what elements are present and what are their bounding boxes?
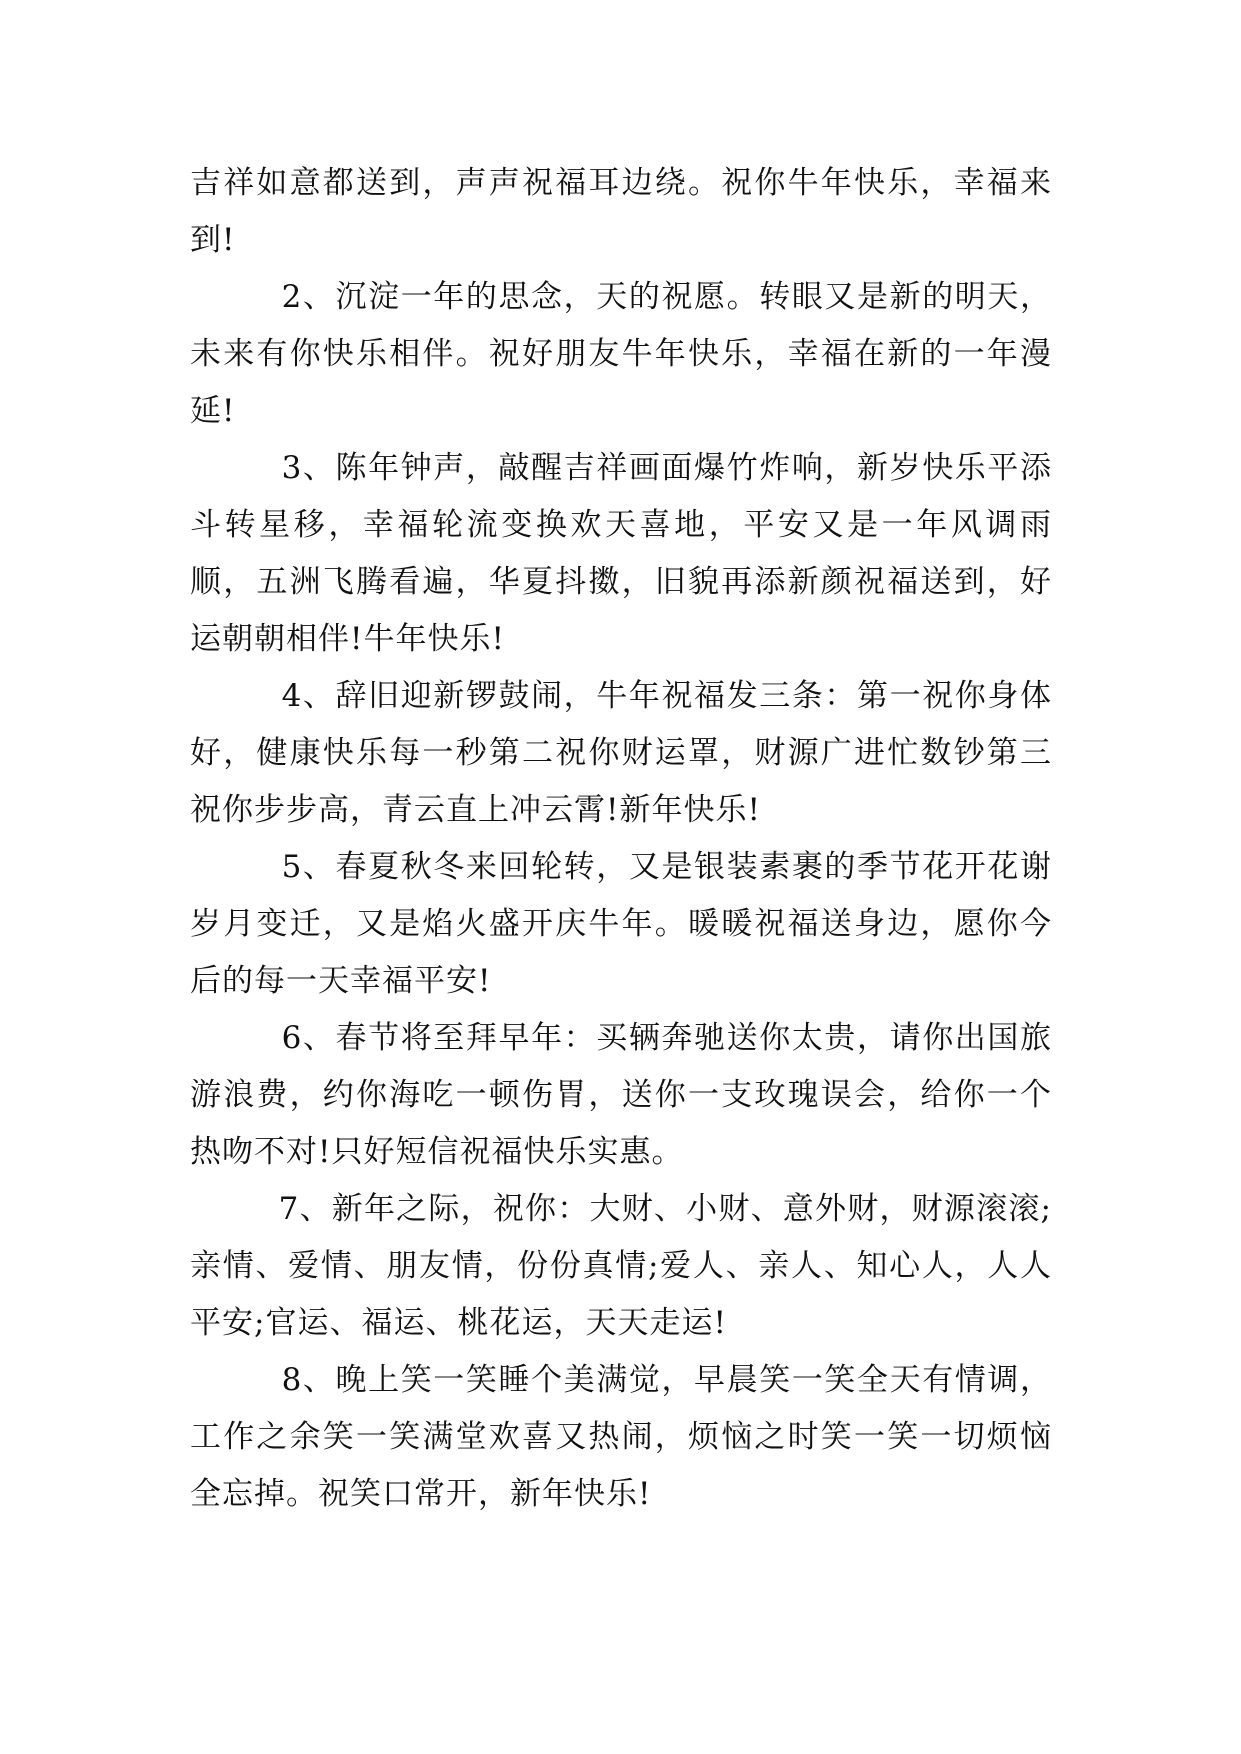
paragraph-item-4: 4、辞旧迎新锣鼓闹，牛年祝福发三条：第一祝你身体好，健康快乐每一秒第二祝你财运罩，财源广进忙数钞第三祝你步步高，青云直上冲云霄!新年快乐!	[190, 678, 1052, 828]
paragraph-continued-greeting: 吉祥如意都送到，声声祝福耳边绕。祝你牛年快乐，幸福来到!	[190, 165, 1052, 258]
document-body	[190, 155, 1052, 1523]
paragraph-item-2: 2、沉淀一年的思念，天的祝愿。转眼又是新的明天，未来有你快乐相伴。祝好朋友牛年快乐，幸福在新的一年漫延!	[190, 279, 1052, 429]
paragraph-item-5: 5、春夏秋冬来回轮转，又是银装素裹的季节花开花谢岁月变迁，又是焰火盛开庆牛年。暖暖祝福送身边，愿你今后的每一天幸福平安!	[190, 849, 1052, 999]
paragraph-item-7: 7、新年之际，祝你：大财、小财、意外财，财源滚滚;亲情、爱情、朋友情，份份真情;爱人、亲人、知心人，人人平安;官运、福运、桃花运，天天走运!	[190, 1191, 1052, 1341]
paragraph-item-3: 3、陈年钟声，敲醒吉祥画面爆竹炸响，新岁快乐平添斗转星移，幸福轮流变换欢天喜地，平安又是一年风调雨顺，五洲飞腾看遍，华夏抖擞，旧貌再添新颜祝福送到，好运朝朝相伴!牛年快乐!	[190, 450, 1052, 657]
paragraph-item-6: 6、春节将至拜早年：买辆奔驰送你太贵，请你出国旅游浪费，约你海吃一顿伤胃，送你一支玫瑰误会，给你一个热吻不对!只好短信祝福快乐实惠。	[190, 1020, 1052, 1170]
paragraph-item-8: 8、晚上笑一笑睡个美满觉，早晨笑一笑全天有情调，工作之余笑一笑满堂欢喜又热闹，烦恼之时笑一笑一切烦恼全忘掉。祝笑口常开，新年快乐!	[190, 1362, 1052, 1512]
